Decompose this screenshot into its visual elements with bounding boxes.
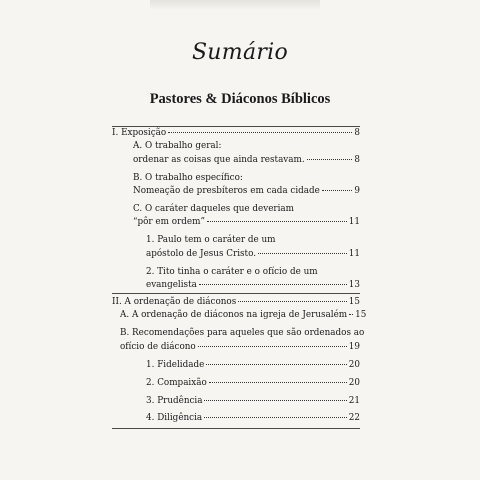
toc-divider-bottom — [112, 428, 360, 429]
toc-entry-recomendacoes — [120, 341, 360, 353]
dot-leader — [209, 382, 347, 383]
toc-entry-label: ofício de diácono — [120, 342, 196, 352]
toc-entry-prudencia — [146, 395, 360, 407]
toc-page-number: 11 — [348, 217, 360, 227]
toc-page-number: 8 — [354, 128, 360, 138]
toc-page-number: 22 — [348, 413, 360, 423]
toc-entry-label: ordenar as coisas que ainda restavam. — [133, 155, 305, 165]
toc-page-number: 15 — [348, 297, 360, 307]
toc-entry-label: A. O trabalho geral: — [133, 141, 222, 151]
toc-entry-exposicao — [112, 127, 360, 139]
dot-leader — [207, 221, 347, 222]
toc-page-number: 21 — [348, 396, 360, 406]
toc-page-number: 15 — [355, 310, 367, 320]
toc-page-number: 19 — [348, 342, 360, 352]
toc-entry-label: II. A ordenação de diáconos — [112, 297, 237, 307]
dot-leader — [198, 346, 347, 347]
dot-leader — [307, 159, 353, 160]
toc-entry-label: 3. Prudência — [146, 396, 203, 406]
dot-leader — [204, 417, 347, 418]
toc-entry-label: 4. Diligência — [146, 413, 203, 423]
dot-leader — [258, 253, 347, 254]
toc-entry-ordenacao — [112, 296, 360, 308]
toc-entry-label: “pôr em ordem” — [133, 217, 205, 227]
toc-page-number: 9 — [354, 186, 360, 196]
toc-entry-tito — [146, 279, 360, 291]
dot-leader — [238, 301, 347, 302]
toc-entry-label: B. O trabalho específico: — [133, 173, 243, 183]
toc-page-number: 13 — [348, 280, 360, 290]
book-subtitle: Pastores & Diáconos Bíblicos — [149, 91, 331, 107]
toc-entry-label: apóstolo de Jesus Cristo. — [146, 249, 257, 259]
toc-entry-jerusalem — [120, 309, 367, 321]
dot-leader — [349, 314, 353, 315]
toc-page-number: 8 — [354, 155, 360, 165]
toc-entry-carater — [133, 216, 360, 228]
toc-entry-label: B. Recomendações para aqueles que são ordenados ao — [120, 328, 365, 338]
dot-leader — [204, 400, 346, 401]
toc-entry-label: evangelista — [146, 280, 197, 290]
toc-entry-trabalho-especifico — [133, 185, 360, 197]
scan-shadow — [150, 0, 320, 10]
toc-entry-compaixao — [146, 377, 360, 389]
toc-entry-paulo — [146, 248, 360, 260]
toc-entry-label: Nomeação de presbíteros em cada cidade — [133, 186, 320, 196]
toc-entry-label: 1. Fidelidade — [146, 360, 205, 370]
toc-entry-label: 1. Paulo tem o caráter de um — [146, 235, 276, 245]
dot-leader — [199, 284, 347, 285]
toc-entry-label: I. Exposição — [112, 128, 167, 138]
toc-entry-diligencia — [146, 412, 360, 424]
toc-entry-trabalho-geral — [133, 154, 360, 166]
dot-leader — [168, 132, 352, 133]
toc-entry-label: 2. Tito tinha o caráter e o ofício de um — [146, 267, 318, 277]
toc-entry-fidelidade — [146, 359, 360, 371]
page-title: Sumário — [191, 40, 289, 65]
toc-divider — [112, 293, 360, 294]
toc-page-number: 20 — [348, 360, 360, 370]
dot-leader — [322, 190, 353, 191]
toc-entry-label: A. A ordenação de diáconos na igreja de Jerusalém — [120, 310, 348, 320]
dot-leader — [206, 364, 347, 365]
toc-entry-label: C. O caráter daqueles que deveriam — [133, 204, 295, 214]
toc-entry-label: 2. Compaixão — [146, 378, 207, 388]
toc-page-number: 20 — [348, 378, 360, 388]
toc-page-number: 11 — [348, 249, 360, 259]
